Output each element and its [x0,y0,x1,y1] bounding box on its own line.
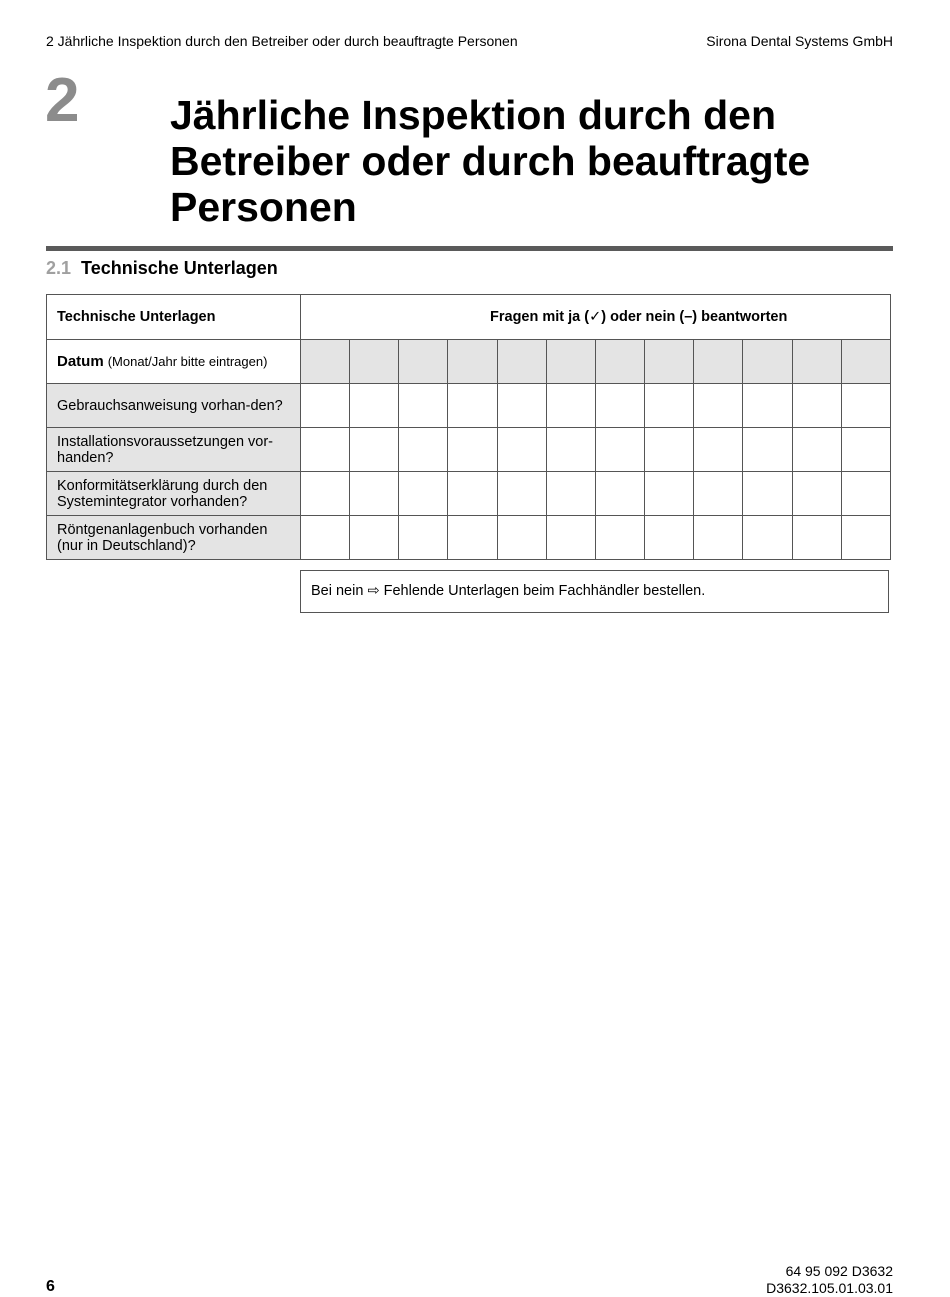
chapter-title: Jährliche Inspektion durch den Betreiber oder durch beauftragte Personen [170,92,811,230]
answer-cell[interactable] [645,472,694,516]
date-hint: (Monat/Jahr bitte eintragen) [107,353,268,369]
answer-cell[interactable] [841,428,890,472]
arrow-icon: ⇨ [367,583,380,599]
question-label: Röntgenanlagenbuch vorhanden (nur in Deutschland)? [47,516,301,560]
answer-cell[interactable] [595,384,644,428]
question-label: Installationsvoraussetzungen vor-handen? [47,428,301,472]
date-entry-cell[interactable] [448,340,497,384]
document-code-1: 64 95 092 D3632 [785,1263,893,1279]
section-number: 2.1 [46,258,72,278]
answer-cell[interactable] [595,472,644,516]
answer-cell[interactable] [743,516,792,560]
answer-cell[interactable] [350,516,399,560]
answer-cell[interactable] [497,516,546,560]
answer-cell[interactable] [497,384,546,428]
date-entry-cell[interactable] [301,340,350,384]
answer-cell[interactable] [645,428,694,472]
page-number: 6 [46,1278,55,1295]
answer-cell[interactable] [792,516,841,560]
answer-cell[interactable] [743,472,792,516]
question-label: Gebrauchsanweisung vorhan-den? [47,384,301,428]
note-prefix: Bei nein [311,583,364,599]
date-entry-cell[interactable] [399,340,448,384]
answer-cell[interactable] [645,384,694,428]
date-label: Datum [57,352,104,370]
section-title: Technische Unterlagen [81,258,278,278]
answer-cell[interactable] [350,472,399,516]
date-entry-cell[interactable] [595,340,644,384]
date-entry-cell[interactable] [350,340,399,384]
answer-cell[interactable] [448,384,497,428]
answer-cell[interactable] [399,516,448,560]
answer-cell[interactable] [301,516,350,560]
table-header-left: Technische Unterlagen [47,295,301,340]
date-entry-cell[interactable] [645,340,694,384]
question-label: Konformitätserklärung durch den Systemintegrator vorhanden? [47,472,301,516]
answer-cell[interactable] [841,384,890,428]
date-entry-cell[interactable] [743,340,792,384]
answer-cell[interactable] [350,428,399,472]
answer-cell[interactable] [841,516,890,560]
answer-cell[interactable] [743,384,792,428]
document-code-2: D3632.105.01.03.01 [766,1280,893,1296]
answer-cell[interactable] [301,428,350,472]
answer-cell[interactable] [792,384,841,428]
inspection-table [46,294,891,560]
question-row [47,516,891,560]
table-header-right: Fragen mit ja (✓) oder nein (–) beantworten [301,295,891,340]
question-row [47,472,891,516]
note-box [300,570,889,613]
answer-cell[interactable] [546,384,595,428]
date-entry-cell[interactable] [792,340,841,384]
document-codes [766,1263,893,1297]
answer-cell[interactable] [497,472,546,516]
answer-cell[interactable] [595,516,644,560]
answer-cell[interactable] [792,472,841,516]
answer-cell[interactable] [792,428,841,472]
answer-cell[interactable] [546,428,595,472]
company-name: Sirona Dental Systems GmbH [706,33,893,49]
answer-cell[interactable] [448,428,497,472]
answer-cell[interactable] [841,472,890,516]
date-entry-cell[interactable] [841,340,890,384]
chapter-rule [46,246,893,251]
answer-cell[interactable] [645,516,694,560]
question-row [47,428,891,472]
answer-cell[interactable] [448,516,497,560]
date-entry-cell[interactable] [694,340,743,384]
answer-cell[interactable] [350,384,399,428]
answer-cell[interactable] [694,516,743,560]
answer-cell[interactable] [301,384,350,428]
table-header-row [47,295,891,340]
answer-cell[interactable] [497,428,546,472]
section-heading [46,258,278,279]
answer-cell[interactable] [694,472,743,516]
date-entry-cell[interactable] [546,340,595,384]
answer-cell[interactable] [448,472,497,516]
chapter-number: 2 [45,66,80,135]
running-head: 2 Jährliche Inspektion durch den Betreiber oder durch beauftragte Personen [46,33,518,49]
answer-cell[interactable] [301,472,350,516]
answer-cell[interactable] [546,516,595,560]
answer-cell[interactable] [399,428,448,472]
note-text: Fehlende Unterlagen beim Fachhändler bestellen. [383,583,706,599]
answer-cell[interactable] [694,428,743,472]
date-label-cell [47,340,301,384]
answer-cell[interactable] [694,384,743,428]
answer-cell[interactable] [399,472,448,516]
question-row [47,384,891,428]
date-row [47,340,891,384]
date-entry-cell[interactable] [497,340,546,384]
answer-cell[interactable] [399,384,448,428]
answer-cell[interactable] [595,428,644,472]
answer-cell[interactable] [743,428,792,472]
answer-cell[interactable] [546,472,595,516]
